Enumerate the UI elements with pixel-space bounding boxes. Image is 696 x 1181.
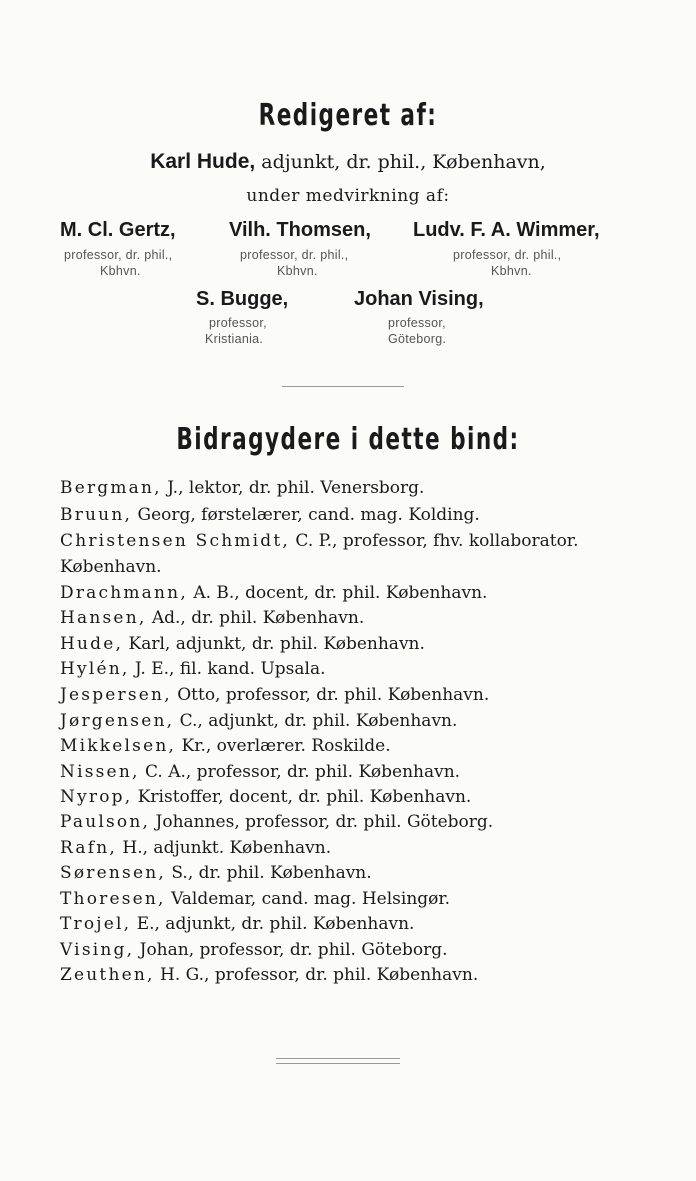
list-item: Paulson, Johannes, professor, dr. phil. Göteborg. <box>60 812 494 832</box>
editors-heading: Redigeret af: <box>258 98 438 133</box>
list-item: Zeuthen, H. G., professor, dr. phil. København. <box>60 965 479 985</box>
co-editor-title: professor, <box>209 316 267 330</box>
contributors-heading: Bidragydere i dette bind: <box>176 422 520 457</box>
list-item: Hude, Karl, adjunkt, dr. phil. København. <box>60 634 425 654</box>
list-item: Nyrop, Kristoffer, docent, dr. phil. København. <box>60 787 472 807</box>
collaboration-line: under medvirkning af: <box>246 186 450 206</box>
list-item: Mikkelsen, Kr., overlærer. Roskilde. <box>60 736 391 756</box>
list-item: Bergman, J., lektor, dr. phil. Venersborg. <box>60 478 425 498</box>
co-editor-name: Johan Vising, <box>354 288 484 310</box>
list-item: Nissen, C. A., professor, dr. phil. København. <box>60 762 461 782</box>
list-item: Drachmann, A. B., docent, dr. phil. København. <box>60 583 488 603</box>
co-editor-title: professor, dr. phil., <box>240 248 349 262</box>
co-editor-title: professor, <box>388 316 446 330</box>
list-item: Hylén, J. E., fil. kand. Upsala. <box>60 659 326 679</box>
co-editor-name: M. Cl. Gertz, <box>60 219 176 241</box>
section-divider <box>282 386 404 387</box>
list-item: Thoresen, Valdemar, cand. mag. Helsingør. <box>60 889 451 909</box>
list-item: Bruun, Georg, førstelærer, cand. mag. Kolding. <box>60 505 480 525</box>
bottom-rule <box>276 1063 400 1064</box>
list-item: København. <box>60 557 162 577</box>
editor-line <box>0 150 696 174</box>
list-item: Christensen Schmidt, C. P., professor, fhv. kollaborator. <box>60 531 579 551</box>
co-editor-title: professor, dr. phil., <box>453 248 562 262</box>
list-item: Vising, Johan, professor, dr. phil. Göteborg. <box>60 940 448 960</box>
editor-name: Karl Hude, <box>150 150 256 173</box>
co-editor-title: professor, dr. phil., <box>64 248 173 262</box>
list-item: Sørensen, S., dr. phil. København. <box>60 863 372 883</box>
co-editor-name: Vilh. Thomsen, <box>229 219 371 241</box>
editor-details: adjunkt, dr. phil., København, <box>261 151 546 173</box>
list-item: Hansen, Ad., dr. phil. København. <box>60 608 365 628</box>
list-item: Trojel, E., adjunkt, dr. phil. København. <box>60 914 415 934</box>
co-editor-place: Kbhvn. <box>277 264 318 278</box>
co-editor-place: Kristiania. <box>205 332 264 346</box>
bottom-rule <box>276 1058 400 1059</box>
list-item: Jørgensen, C., adjunkt, dr. phil. København. <box>60 711 458 731</box>
co-editor-name: Ludv. F. A. Wimmer, <box>413 219 600 241</box>
co-editor-place: Kbhvn. <box>100 264 141 278</box>
co-editor-place: Kbhvn. <box>491 264 532 278</box>
co-editor-place: Göteborg. <box>388 332 447 346</box>
co-editor-name: S. Bugge, <box>196 288 289 310</box>
list-item: Jespersen, Otto, professor, dr. phil. København. <box>60 685 490 705</box>
list-item: Rafn, H., adjunkt. København. <box>60 838 332 858</box>
